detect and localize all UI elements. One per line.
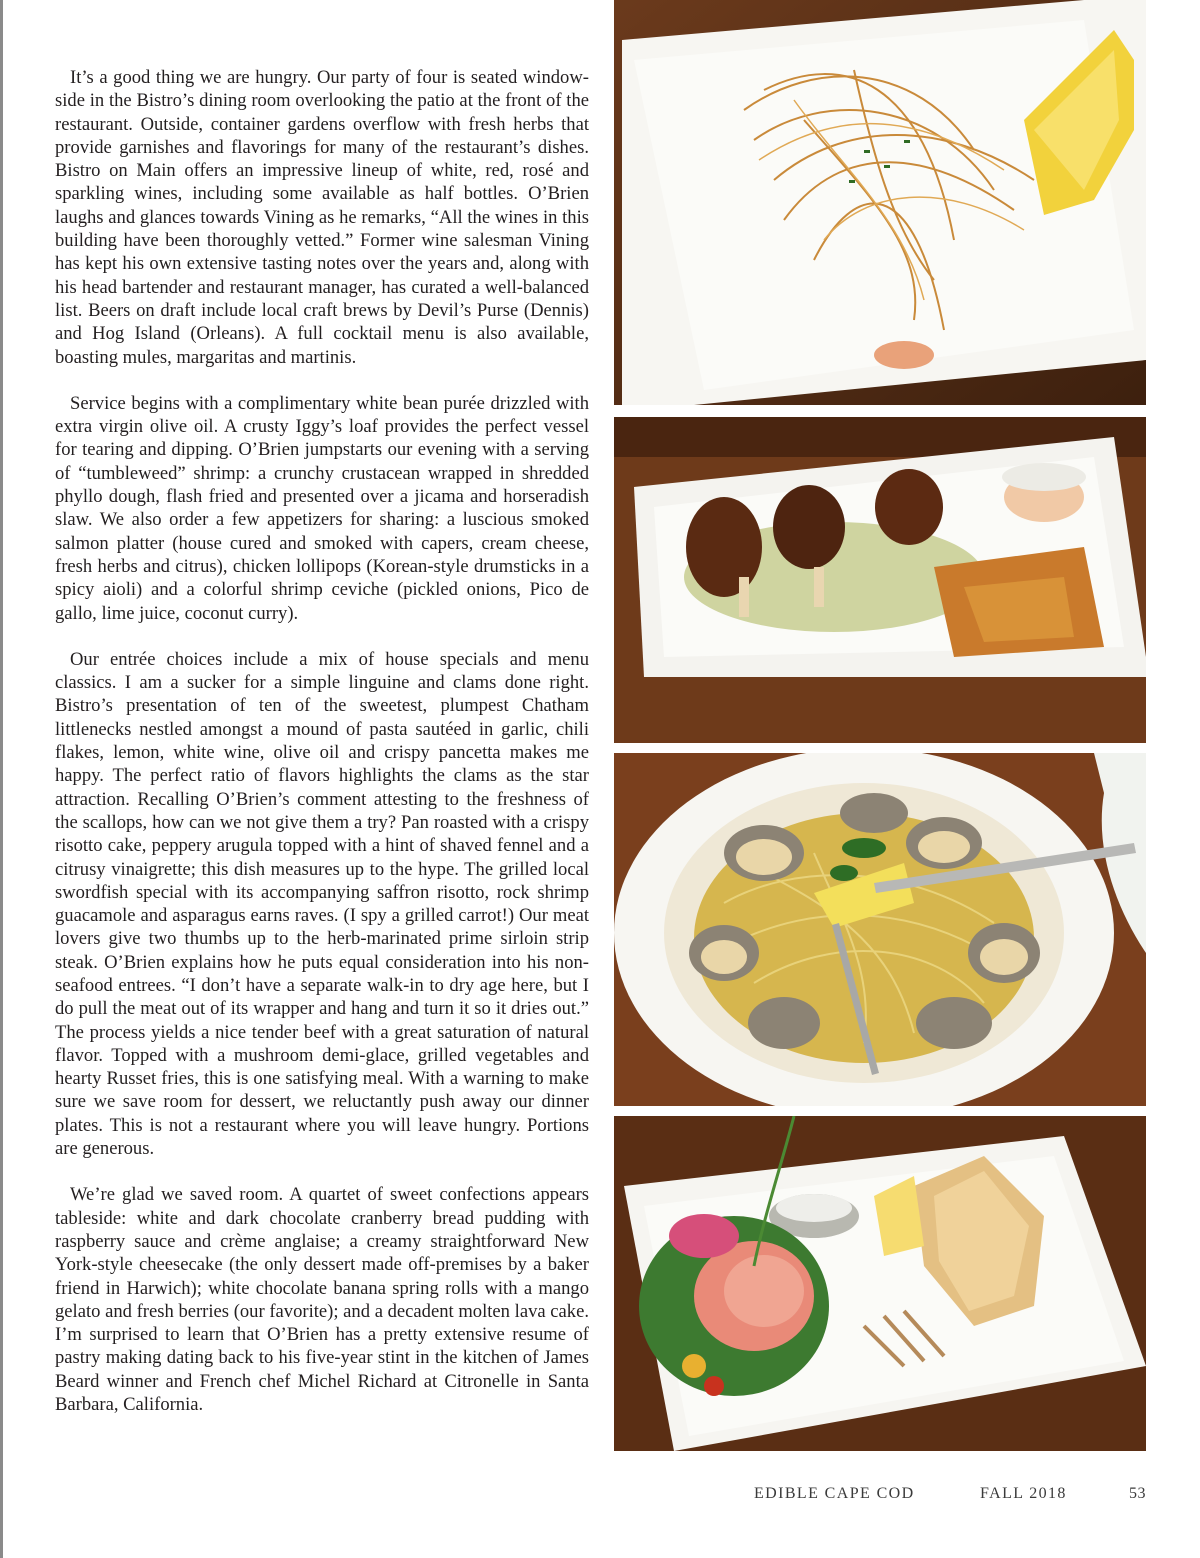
page-edge xyxy=(0,0,3,1558)
article-paragraph-1: It’s a good thing we are hungry. Our party of four is seated windowside in the Bistro’s dining room overlooking the patio at the front of the restaurant. Outside, container gardens overflow with fresh herbs that provide garnishes and flavorings for many of the restaurant’s dishes. Bistro on Main offers an impressive lineup of white, red, rosé and sparkling wines, including some available as half bottles. O’Brien laughs and glances towards Vining as he remarks, “All the wines in this building have been thoroughly vetted.” Former wine salesman Vining has kept his own extensive tasting notes over the years and, along with his head bartender and restaurant manager, has curated a well-balanced list. Beers on draft include local craft brews by Devil’s Purse (Dennis) and Hog Island (Orleans). A full cocktail menu is also available, boasting mules, margaritas and martinis. xyxy=(55,67,589,368)
issue-label: FALL 2018 xyxy=(980,1485,1067,1502)
publication-name: EDIBLE CAPE COD xyxy=(754,1485,915,1502)
article-paragraph-4: We’re glad we saved room. A quartet of sweet confections appears tableside: white and dark chocolate cranberry bread pudding with raspberry sauce and crème anglaise; a creamy straightforward New York-style cheesecake (the only dessert made off-premises by a baker friend in Harwich); white chocolate banana spring rolls with a mango gelato and fresh berries (our favorite); and a decadent molten lava cake. I’m surprised to learn that O’Brien has a pretty extensive resume of pastry making dating back to his five-year stint in the kitchen of James Beard winner and French chef Michel Richard at Citronelle in Santa Barbara, California. xyxy=(55,1184,589,1416)
linguine-clams-photo xyxy=(614,753,1146,1106)
chicken-lollipops-photo xyxy=(614,417,1146,743)
smoked-salmon-photo xyxy=(614,1116,1146,1451)
article-paragraph-2: Service begins with a complimentary white bean purée drizzled with extra virgin olive oil. A crusty Iggy’s loaf provides the perfect vessel for tearing and dipping. O’Brien jumpstarts our evening with a serving of “tumbleweed” shrimp: a crunchy crustacean wrapped in shredded phyllo dough, flash fried and presented over a jicama and horseradish slaw. We also order a few appetizers for sharing: a luscious smoked salmon platter (house cured and smoked with capers, cream cheese, fresh herbs and citrus), chicken lollipops (Korean-style drumsticks in a spicy aioli) and a colorful shrimp ceviche (pickled onions, Pico de gallo, lime juice, coconut curry). xyxy=(55,392,589,624)
tumbleweed-shrimp-photo xyxy=(614,0,1146,405)
page-footer xyxy=(600,1485,1146,1507)
page-number: 53 xyxy=(1129,1485,1146,1502)
article-paragraph-3: Our entrée choices include a mix of house specials and menu classics. I am a sucker for a simple linguine and clams done right. Bistro’s presentation of ten of the sweetest, plumpest Chatham littlenecks nestled amongst a mound of pasta sautéed in garlic, chili flakes, lemon, white wine, olive oil and crispy pancetta makes me happy. The perfect ratio of flavors highlights the clams as the star attraction. Recalling O’Brien’s comment attesting to the freshness of the scallops, how can we not give them a try? Pan roasted with a crispy risotto cake, peppery arugula topped with a hint of shaved fennel and a citrusy vinaigrette; this dish measures up to the hype. The grilled local swordfish special with its accompanying saffron risotto, rock shrimp guacamole and asparagus earns raves. (I spy a grilled carrot!) Our meat lovers give two thumbs up to the herb-marinated prime sirloin strip steak. O’Brien explains how he puts equal consideration into his non-seafood entrees. “I don’t have a separate walk-in to dry age here, but I do pull the meat out of its wrapper and hang and turn it so it dries out.” The process yields a nice tender beef with a great saturation of natural flavor. Topped with a mushroom demi-glace, grilled vegetables and hearty Russet fries, this is one satisfying meal. With a warning to make sure we save room for dessert, we reluctantly push away our dinner plates. This is not a restaurant where you will leave hungry. Portions are generous. xyxy=(55,648,589,1160)
article-body xyxy=(55,66,589,1439)
